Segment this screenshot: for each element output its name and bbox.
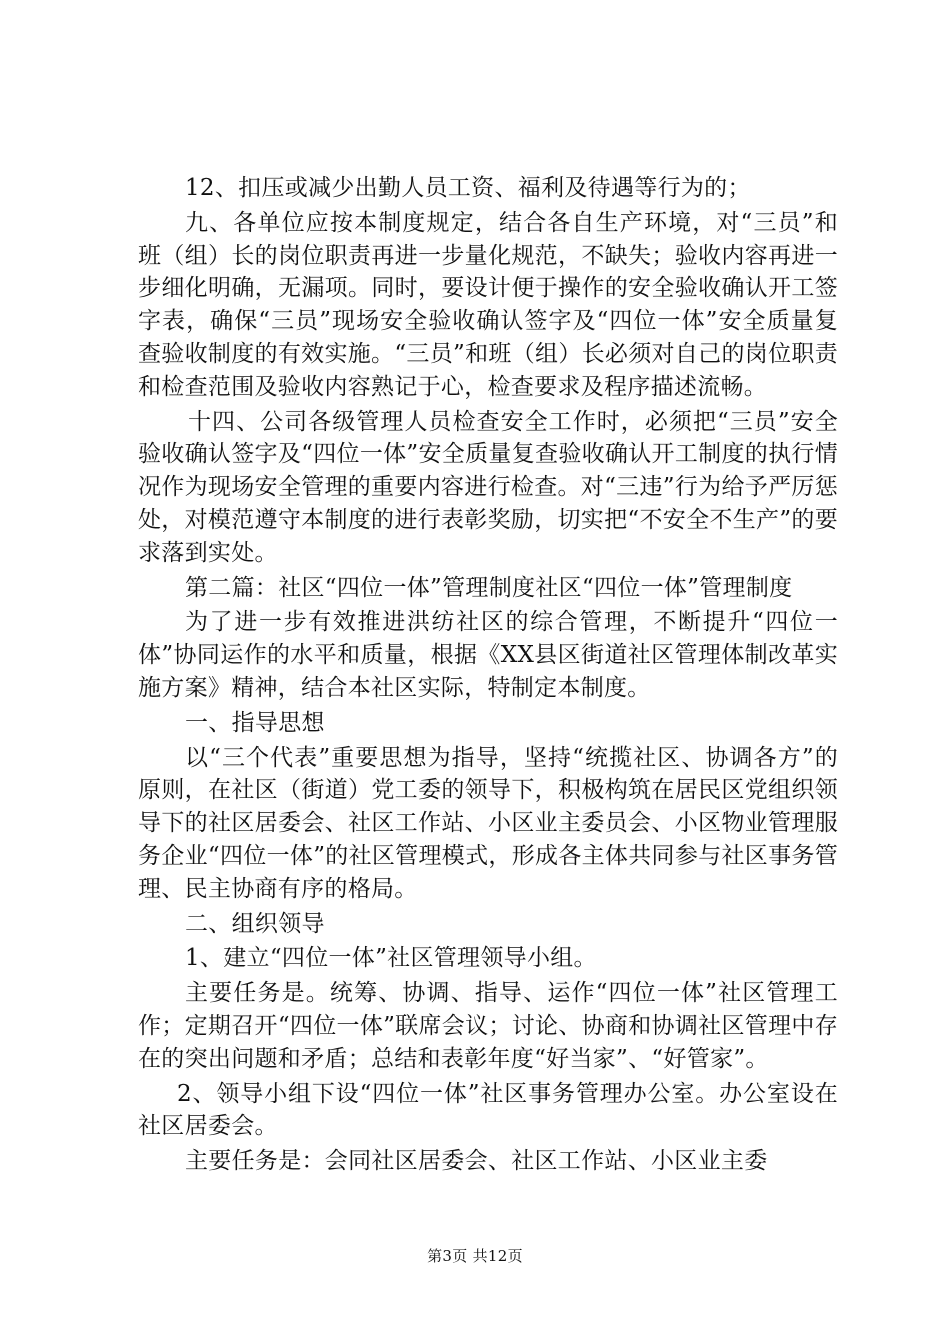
paragraph-4-section-title: 第二篇：社区“四位一体”管理制度社区“四位一体”管理制度 bbox=[185, 574, 793, 601]
paragraph-9: 1、建立“四位一体”社区管理领导小组。 bbox=[185, 945, 597, 972]
paragraph-7: 以“三个代表”重要思想为指导，坚持“统揽社区、协调各方”的原则，在社区（街道）党工委的领导下，积极构筑在居民区党组织领导下的社区居委会、社区工作站、小区业主委员会、小区物业管理服务企业“四位一体”的社区管理模式，形成各主体共同参与社区事务管理、民主协商有序的格局。 bbox=[138, 744, 838, 902]
paragraph-10: 主要任务是。统筹、协调、指导、运作“四位一体”社区管理工作；定期召开“四位一体”联席会议；讨论、协商和协调社区管理中存在的突出问题和矛盾；总结和表彰年度“好当家”、“好管家”。 bbox=[138, 980, 838, 1072]
document-body bbox=[138, 172, 838, 1180]
paragraph-12: 主要任务是：会同社区居委会、社区工作站、小区业主委 bbox=[185, 1148, 768, 1175]
paragraph-2: 九、各单位应按本制度规定，结合各自生产环境，对“三员”和班（组）长的岗位职责再进一步量化规范，不缺失；验收内容再进一步细化明确，无漏项。同时，要设计便于操作的安全验收确认开工签字表，确保“三员”现场安全验收确认签字及“四位一体”安全质量复查验收制度的有效实施。“三员”和班（组）长必须对自己的岗位职责和检查范围及验收内容熟记于心，检查要求及程序描述流畅。 bbox=[138, 209, 838, 400]
paragraph-1: 12、扣压或减少出勤人员工资、福利及待遇等行为的； bbox=[185, 175, 751, 201]
page-number-footer: 第3页 共12页 bbox=[427, 1247, 523, 1265]
paragraph-11: 2、领导小组下设“四位一体”社区事务管理办公室。办公室设在社区居委会。 bbox=[138, 1080, 838, 1140]
paragraph-3: 十四、公司各级管理人员检查安全工作时，必须把“三员”安全验收确认签字及“四位一体”安全质量复查验收确认开工制度的执行情况作为现场安全管理的重要内容进行检查。对“三违”行为给予严厉惩处，对模范遵守本制度的进行表彰奖励，切实把“不安全不生产”的要求落到实处。 bbox=[138, 408, 838, 566]
paragraph-5: 为了进一步有效推进洪纺社区的综合管理，不断提升“四位一体”协同运作的水平和质量，根据《XX县区街道社区管理体制改革实施方案》精神，结合本社区实际，特制定本制度。 bbox=[138, 609, 838, 701]
paragraph-6-heading: 一、指导思想 bbox=[185, 709, 325, 736]
paragraph-8-heading: 二、组织领导 bbox=[185, 910, 325, 937]
